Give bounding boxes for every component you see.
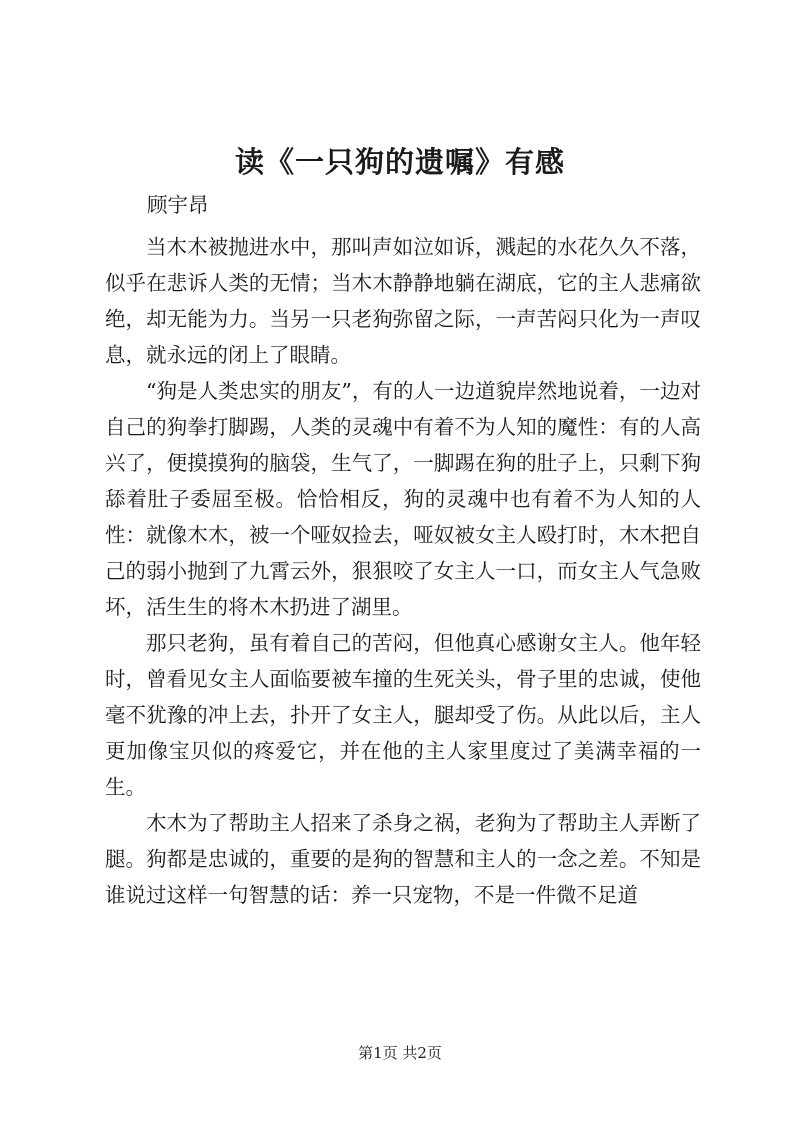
page-title: 读《一只狗的遗嘱》有感 bbox=[234, 145, 565, 179]
paragraph-4: 木木为了帮助主人招来了杀身之祸，老狗为了帮助主人弄断了腿。狗都是忠诚的，重要的是狗的智慧和主人的一念之差。不知是谁说过这样一句智慧的话：养一只宠物，不是一件微不足道 bbox=[105, 811, 701, 907]
article-body bbox=[105, 229, 701, 913]
page-footer: 第1页 共2页 bbox=[358, 1044, 442, 1062]
paragraph-2: “狗是人类忠实的朋友”，有的人一边道貌岸然地说着，一边对自己的狗拳打脚踢，人类的灵魂中有着不为人知的魔性：有的人高兴了，便摸摸狗的脑袋，生气了，一脚踢在狗的肚子上，只剩下狗舔着肚子委屈至极。恰恰相反，狗的灵魂中也有着不为人知的人性：就像木木，被一个哑奴捡去，哑奴被女主人殴打时，木木把自己的弱小抛到了九霄云外，狠狠咬了女主人一口，而女主人气急败坏，活生生的将木木扔进了湖里。 bbox=[105, 379, 701, 619]
paragraph-1: 当木木被抛进水中，那叫声如泣如诉，溅起的水花久久不落，似乎在悲诉人类的无情；当木木静静地躺在湖底，它的主人悲痛欲绝，却无能为力。当另一只老狗弥留之际，一声苦闷只化为一声叹息，就永远的闭上了眼睛。 bbox=[105, 235, 701, 367]
author-name: 顾宇昂 bbox=[147, 193, 209, 217]
paragraph-3: 那只老狗，虽有着自己的苦闷，但他真心感谢女主人。他年轻时，曾看见女主人面临要被车撞的生死关头，骨子里的忠诚，使他毫不犹豫的冲上去，扑开了女主人，腿却受了伤。从此以后，主人更加像宝贝似的疼爱它，并在他的主人家里度过了美满幸福的一生。 bbox=[105, 631, 701, 799]
